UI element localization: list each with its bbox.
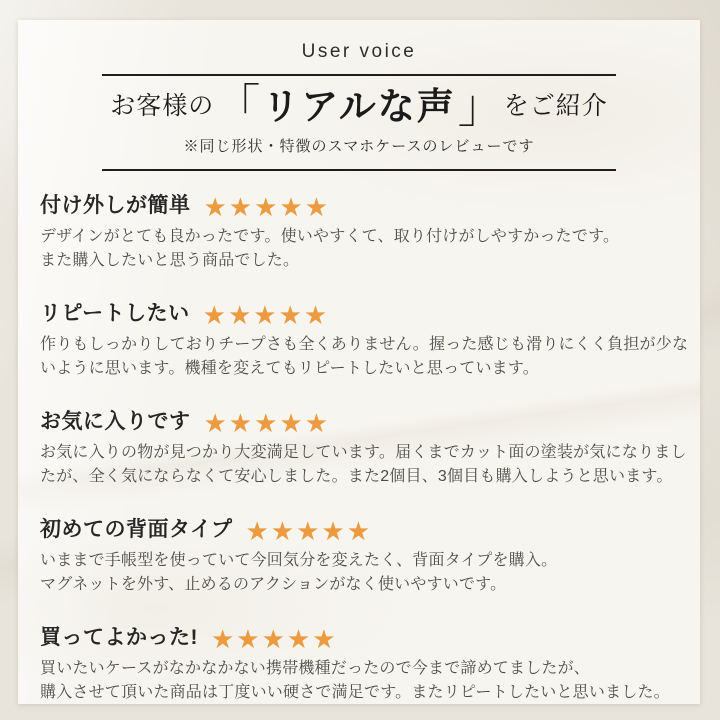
five-star-rating-icon: ★★★★★ — [203, 408, 331, 438]
review-body-line: いままで手帳型を使っていて今回気分を変えたく、背面タイプを購入。 — [40, 552, 558, 569]
review-list — [18, 191, 700, 705]
bottom-rule — [102, 169, 616, 171]
review-item-2 — [40, 299, 689, 381]
review-item-1 — [40, 191, 686, 273]
eyebrow-user-voice: User voice — [301, 41, 417, 62]
review-title: お気に入りです — [40, 410, 191, 433]
review-body-line: また購入したいと思う商品でした。 — [40, 252, 300, 269]
review-item-3 — [40, 407, 686, 489]
review-panel — [18, 20, 700, 704]
header — [18, 20, 700, 171]
title-prefix: お客様の — [110, 91, 215, 120]
review-head — [40, 515, 686, 545]
review-item-5 — [40, 623, 686, 705]
review-body-line: 作りもしっかりしておりチープさも全くありません。握った感じも滑りにくく負担が少な — [40, 336, 689, 353]
review-body — [40, 333, 689, 381]
review-body-line: 購入させて頂いた商品は丁度いい硬さで満足です。またリピートしたいと思いました。 — [40, 684, 670, 701]
page-title — [18, 80, 700, 132]
review-body-line: お気に入りの物が見つかり大変満足しています。届くまでカット面の塗装が気になりまし — [40, 444, 687, 461]
title-suffix: をご紹介 — [503, 91, 608, 120]
top-rule — [102, 74, 616, 76]
review-head — [40, 623, 686, 653]
review-body — [40, 549, 686, 597]
five-star-rating-icon: ★★★★★ — [211, 624, 338, 654]
review-body — [40, 225, 686, 273]
review-body-line: たが、全く気にならなくて安心しました。また2個目、3個目も購入しようと思います。 — [40, 468, 673, 485]
review-title: 初めての背面タイプ — [40, 518, 233, 541]
review-item-4 — [40, 515, 686, 597]
review-head — [40, 191, 686, 221]
review-title: リピートしたい — [40, 302, 190, 325]
title-bracket-close: 」 — [457, 80, 504, 132]
review-body — [40, 441, 686, 489]
review-head — [40, 299, 686, 329]
five-star-rating-icon: ★★★★★ — [202, 300, 330, 330]
subtitle-note: ※同じ形状・特徴のスマホケースのレビューです — [183, 138, 535, 155]
review-body-line: デザインがとても良かったです。使いやすくて、取り付けがしやすかったです。 — [40, 228, 620, 245]
review-body-line: 買いたいケースがなかなかない携帯機種だったので今まで諦めてましたが、 — [40, 660, 591, 677]
title-bracket-open: 「 — [214, 80, 261, 132]
review-title: 買ってよかった! — [40, 626, 198, 649]
review-body-line: マグネットを外す、止めるのアクションがなく使いやすいです。 — [40, 576, 507, 593]
review-body — [40, 657, 686, 705]
review-body-line: いように思います。機種を変えてもリピートしたいと思っています。 — [40, 360, 540, 377]
title-highlight: リアルな声 — [262, 85, 456, 127]
review-head — [40, 407, 686, 437]
five-star-rating-icon: ★★★★★ — [245, 516, 372, 546]
review-title: 付け外しが簡単 — [40, 194, 191, 217]
five-star-rating-icon: ★★★★★ — [203, 192, 331, 222]
